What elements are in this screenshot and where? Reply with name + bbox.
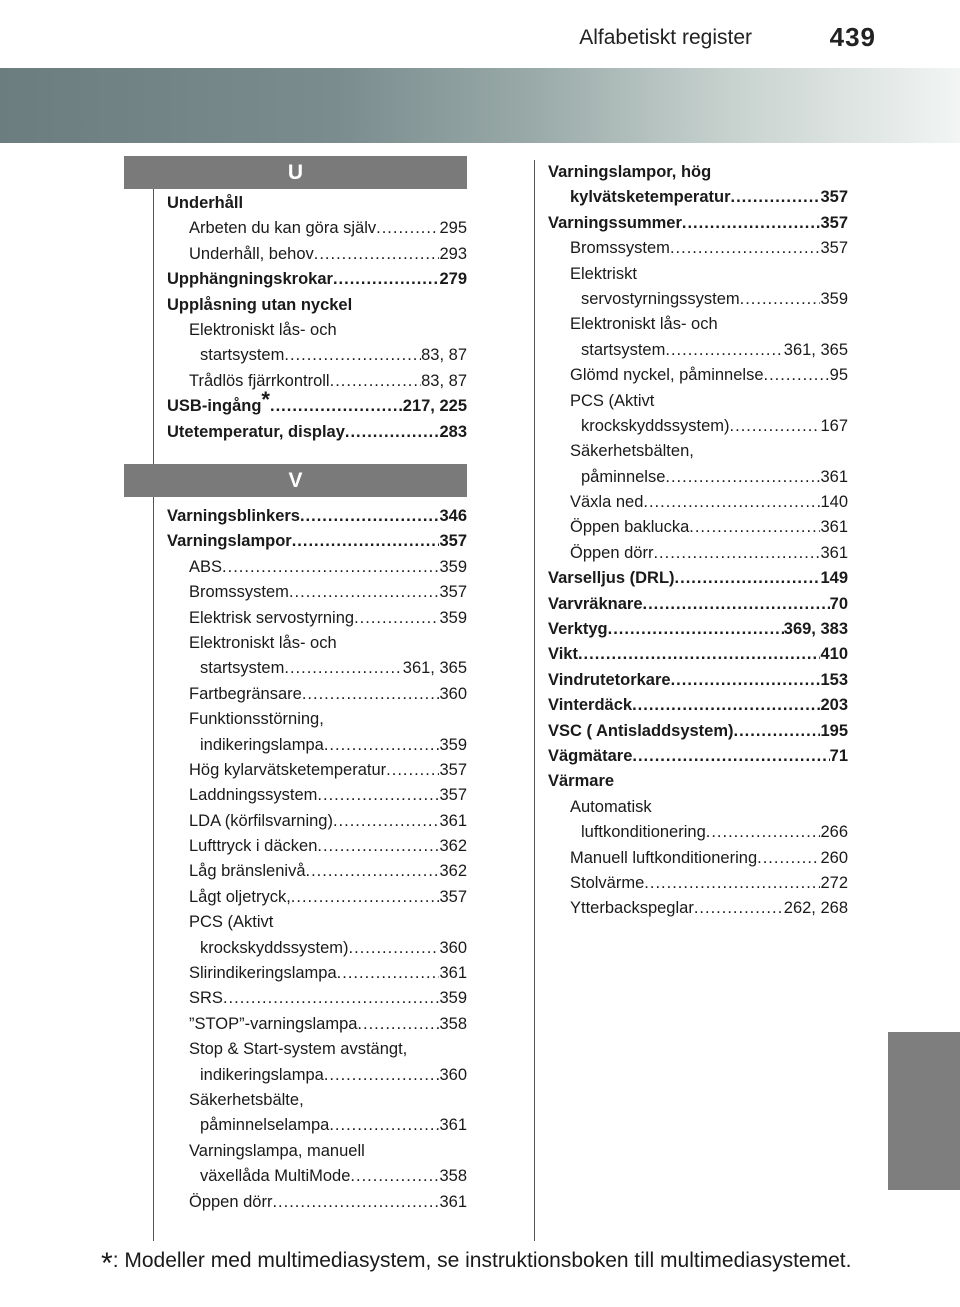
index-heading: Underhåll: [167, 194, 244, 212]
page-number: 439: [829, 22, 876, 52]
index-subheading: Elektroniskt lås- och: [189, 633, 337, 652]
index-entry: Varningsblinkers ..... 346: [167, 504, 467, 529]
footnote-text: : Modeller med multimediasystem, se instruktionsboken till multimediasystemet.: [112, 1249, 852, 1272]
index-entry: startsystem ..... 361, 365: [548, 338, 848, 363]
index-subheading: Varningslampa, manuell: [189, 1141, 365, 1160]
index-column-right: [548, 160, 848, 922]
index-entry: Vindrutetorkare ..... 153: [548, 668, 848, 693]
index-column-v: [167, 504, 467, 1215]
index-column-u: [167, 191, 467, 445]
index-subheading: Säkerhetsbälte,: [189, 1090, 304, 1109]
index-entry: Utetemperatur, display ..... 283: [167, 420, 467, 445]
index-entry: Slirindikeringslampa ..... 361: [167, 961, 467, 986]
index-entry: Varningslampor ..... 357: [167, 529, 467, 554]
section-header-v: V: [124, 464, 467, 497]
index-entry: SRS ..... 359: [167, 986, 467, 1011]
index-entry: startsystem ..... 83, 87: [167, 343, 467, 368]
index-subheading: Elektriskt: [570, 264, 637, 283]
index-entry: Glömd nyckel, påminnelse ..... 95: [548, 363, 848, 388]
column-rule-u: [153, 189, 154, 464]
index-entry: Låg bränslenivå ..... 362: [167, 859, 467, 884]
index-entry: Varvräknare ..... 70: [548, 592, 848, 617]
index-entry: Laddningssystem ..... 357: [167, 783, 467, 808]
index-subheading: Stop & Start-system avstängt,: [189, 1040, 408, 1059]
index-entry: Öppen dörr ..... 361: [548, 541, 848, 566]
index-entry: Stolvärme ..... 272: [548, 871, 848, 896]
index-entry: Lågt oljetryck, ..... 357: [167, 885, 467, 910]
index-entry: Öppen dörr ..... 361: [167, 1190, 467, 1215]
header-banner: [0, 68, 960, 143]
index-entry: Trådlös fjärrkontroll ..... 83, 87: [167, 369, 467, 394]
index-entry: Bromssystem ..... 357: [548, 236, 848, 261]
index-entry: luftkonditionering ..... 266: [548, 820, 848, 845]
index-subheading: Elektroniskt lås- och: [570, 315, 718, 334]
index-entry: Upphängningskrokar ..... 279: [167, 267, 467, 292]
index-entry: indikeringslampa ..... 360: [167, 1063, 467, 1088]
section-header-u: U: [124, 156, 467, 189]
index-entry: ”STOP”-varningslampa ..... 358: [167, 1012, 467, 1037]
index-entry: startsystem ..... 361, 365: [167, 656, 467, 681]
index-entry: VSC ( Antisladdsystem) ..... 195: [548, 719, 848, 744]
index-entry: Elektrisk servostyrning ..... 359: [167, 606, 467, 631]
index-entry: Fartbegränsare ..... 360: [167, 682, 467, 707]
running-header-title: Alfabetiskt register: [579, 26, 752, 49]
index-entry: Arbeten du kan göra själv ..... 295: [167, 216, 467, 241]
index-entry: Bromssystem ..... 357: [167, 580, 467, 605]
index-entry: Vikt ..... 410: [548, 642, 848, 667]
footnote-marker: *: [101, 1247, 113, 1280]
column-rule-v: [153, 497, 154, 1241]
index-entry: indikeringslampa ..... 359: [167, 733, 467, 758]
index-entry: Varningssummer ..... 357: [548, 211, 848, 236]
index-subheading: PCS (Aktivt: [570, 391, 655, 410]
index-entry: påminnelselampa ..... 361: [167, 1113, 467, 1138]
index-entry: Hög kylarvätsketemperatur ..... 357: [167, 758, 467, 783]
column-rule-right: [534, 160, 535, 1241]
index-subheading: PCS (Aktivt: [189, 913, 274, 932]
index-heading: Värmare: [548, 772, 615, 791]
index-entry: kylvätsketemperatur ..... 357: [548, 185, 848, 210]
index-subheading: Funktionsstörning,: [189, 710, 324, 729]
index-entry: Manuell luftkonditionering ..... 260: [548, 846, 848, 871]
index-entry: USB-ingång* ..... 217, 225: [167, 394, 467, 419]
index-entry: Växla ned ..... 140: [548, 490, 848, 515]
index-entry: Öppen baklucka ..... 361: [548, 515, 848, 540]
index-entry: Lufttryck i däcken ..... 362: [167, 834, 467, 859]
index-subheading: Elektroniskt lås- och: [189, 320, 337, 339]
footnote: [101, 1241, 901, 1280]
index-subheading: Automatisk: [570, 797, 652, 816]
index-entry: påminnelse ..... 361: [548, 465, 848, 490]
index-entry: växellåda MultiMode ..... 358: [167, 1164, 467, 1189]
index-heading: Varningslampor, hög: [548, 163, 712, 181]
index-heading: Upplåsning utan nyckel: [167, 295, 353, 314]
index-entry: Verktyg ..... 369, 383: [548, 617, 848, 642]
index-entry: Vinterdäck ..... 203: [548, 693, 848, 718]
index-entry: Ytterbackspeglar ..... 262, 268: [548, 896, 848, 921]
index-entry: Varselljus (DRL) ..... 149: [548, 566, 848, 591]
index-entry: Vägmätare ..... 71: [548, 744, 848, 769]
index-entry: ABS ..... 359: [167, 555, 467, 580]
index-subheading: Säkerhetsbälten,: [570, 442, 694, 461]
index-entry: krockskyddssystem) ..... 167: [548, 414, 848, 439]
index-entry: krockskyddssystem) ..... 360: [167, 936, 467, 961]
index-entry: Underhåll, behov ..... 293: [167, 242, 467, 267]
chapter-side-tab: [888, 1032, 960, 1190]
index-entry: LDA (körfilsvarning) ..... 361: [167, 809, 467, 834]
index-entry: servostyrningssystem ..... 359: [548, 287, 848, 312]
